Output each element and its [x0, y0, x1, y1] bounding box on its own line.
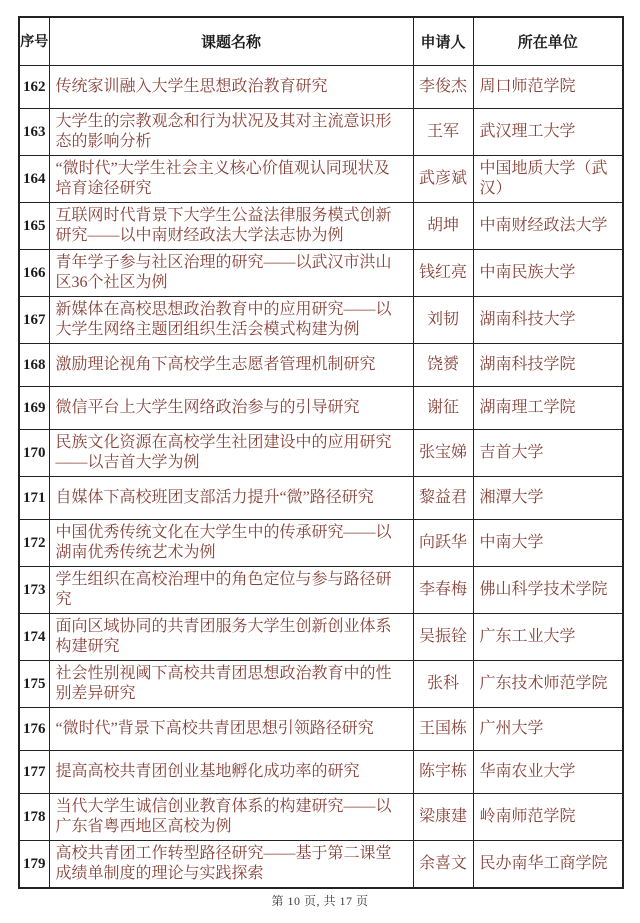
row-topic-title: 高校共青团工作转型路径研究——基于第二课堂成绩单制度的理论与实践探索 — [49, 840, 413, 888]
header-applicant: 申请人 — [413, 17, 473, 65]
row-unit: 广东技术师范学院 — [473, 660, 623, 707]
row-serial-number: 167 — [19, 296, 49, 343]
header-unit: 所在单位 — [473, 17, 623, 65]
table-row — [19, 707, 623, 750]
row-applicant: 余喜文 — [413, 840, 473, 888]
table-row — [19, 613, 623, 660]
row-serial-number: 169 — [19, 386, 49, 429]
row-serial-number: 168 — [19, 343, 49, 386]
row-serial-number: 176 — [19, 707, 49, 750]
row-applicant: 陈宇栋 — [413, 750, 473, 793]
row-topic-title: 自媒体下高校班团支部活力提升“微”路径研究 — [49, 476, 413, 519]
row-unit: 湘潭大学 — [473, 476, 623, 519]
topics-table — [18, 16, 624, 889]
row-serial-number: 172 — [19, 519, 49, 566]
row-serial-number: 163 — [19, 108, 49, 155]
row-applicant: 梁康建 — [413, 793, 473, 840]
table-row — [19, 296, 623, 343]
row-applicant: 谢征 — [413, 386, 473, 429]
row-applicant: 向跃华 — [413, 519, 473, 566]
row-applicant: 王国栋 — [413, 707, 473, 750]
row-unit: 广东工业大学 — [473, 613, 623, 660]
row-unit: 中南大学 — [473, 519, 623, 566]
table-row — [19, 386, 623, 429]
row-serial-number: 165 — [19, 202, 49, 249]
row-topic-title: 学生组织在高校治理中的角色定位与参与路径研究 — [49, 566, 413, 613]
row-applicant: 饶赟 — [413, 343, 473, 386]
row-topic-title: 新媒体在高校思想政治教育中的应用研究——以大学生网络主题团组织生活会模式构建为例 — [49, 296, 413, 343]
row-applicant: 钱红亮 — [413, 249, 473, 296]
row-topic-title: 提高高校共青团创业基地孵化成功率的研究 — [49, 750, 413, 793]
row-applicant: 刘韧 — [413, 296, 473, 343]
row-serial-number: 177 — [19, 750, 49, 793]
row-unit: 吉首大学 — [473, 429, 623, 476]
row-topic-title: 社会性别视阈下高校共青团思想政治教育中的性别差异研究 — [49, 660, 413, 707]
table-row — [19, 476, 623, 519]
row-applicant: 张宝娣 — [413, 429, 473, 476]
row-unit: 中南财经政法大学 — [473, 202, 623, 249]
row-unit: 华南农业大学 — [473, 750, 623, 793]
page-number-footer: 第 10 页, 共 17 页 — [271, 894, 369, 908]
table-row — [19, 343, 623, 386]
table-row — [19, 202, 623, 249]
row-applicant: 王军 — [413, 108, 473, 155]
table-row — [19, 750, 623, 793]
row-topic-title: 中国优秀传统文化在大学生中的传承研究——以湖南优秀传统艺术为例 — [49, 519, 413, 566]
row-topic-title: “微时代”背景下高校共青团思想引领路径研究 — [49, 707, 413, 750]
row-serial-number: 179 — [19, 840, 49, 888]
table-row — [19, 108, 623, 155]
row-serial-number: 166 — [19, 249, 49, 296]
row-serial-number: 175 — [19, 660, 49, 707]
row-topic-title: 面向区域协同的共青团服务大学生创新创业体系构建研究 — [49, 613, 413, 660]
row-topic-title: 微信平台上大学生网络政治参与的引导研究 — [49, 386, 413, 429]
row-unit: 湖南科技学院 — [473, 343, 623, 386]
table-row — [19, 793, 623, 840]
row-applicant: 武彦斌 — [413, 155, 473, 202]
row-unit: 佛山科学技术学院 — [473, 566, 623, 613]
table-body — [19, 65, 623, 888]
row-topic-title: 青年学子参与社区治理的研究——以武汉市洪山区36个社区为例 — [49, 249, 413, 296]
row-unit: 湖南科技大学 — [473, 296, 623, 343]
row-serial-number: 171 — [19, 476, 49, 519]
row-topic-title: 大学生的宗教观念和行为状况及其对主流意识形态的影响分析 — [49, 108, 413, 155]
row-topic-title: 激励理论视角下高校学生志愿者管理机制研究 — [49, 343, 413, 386]
row-serial-number: 170 — [19, 429, 49, 476]
table-row — [19, 840, 623, 888]
header-serial-number: 序号 — [19, 17, 49, 65]
row-unit: 湖南理工学院 — [473, 386, 623, 429]
row-unit: 中南民族大学 — [473, 249, 623, 296]
row-unit: 中国地质大学（武汉） — [473, 155, 623, 202]
row-topic-title: 民族文化资源在高校学生社团建设中的应用研究——以吉首大学为例 — [49, 429, 413, 476]
row-serial-number: 173 — [19, 566, 49, 613]
table-row — [19, 429, 623, 476]
table-row — [19, 249, 623, 296]
table-row — [19, 566, 623, 613]
row-unit: 民办南华工商学院 — [473, 840, 623, 888]
header-topic-name: 课题名称 — [49, 17, 413, 65]
row-applicant: 李俊杰 — [413, 65, 473, 108]
table-row — [19, 155, 623, 202]
row-applicant: 吴振铨 — [413, 613, 473, 660]
row-applicant: 胡坤 — [413, 202, 473, 249]
row-applicant: 李春梅 — [413, 566, 473, 613]
table-row — [19, 519, 623, 566]
row-serial-number: 164 — [19, 155, 49, 202]
row-unit: 武汉理工大学 — [473, 108, 623, 155]
table-header-row — [19, 17, 623, 65]
row-unit: 周口师范学院 — [473, 65, 623, 108]
row-serial-number: 162 — [19, 65, 49, 108]
row-applicant: 黎益君 — [413, 476, 473, 519]
row-topic-title: 当代大学生诚信创业教育体系的构建研究——以广东省粤西地区高校为例 — [49, 793, 413, 840]
table-header — [19, 17, 623, 65]
row-applicant: 张科 — [413, 660, 473, 707]
row-unit: 广州大学 — [473, 707, 623, 750]
row-topic-title: 传统家训融入大学生思想政治教育研究 — [49, 65, 413, 108]
row-serial-number: 178 — [19, 793, 49, 840]
table-row — [19, 660, 623, 707]
row-topic-title: “微时代”大学生社会主义核心价值观认同现状及培育途径研究 — [49, 155, 413, 202]
row-unit: 岭南师范学院 — [473, 793, 623, 840]
table-row — [19, 65, 623, 108]
row-serial-number: 174 — [19, 613, 49, 660]
row-topic-title: 互联网时代背景下大学生公益法律服务模式创新研究——以中南财经政法大学法志协为例 — [49, 202, 413, 249]
